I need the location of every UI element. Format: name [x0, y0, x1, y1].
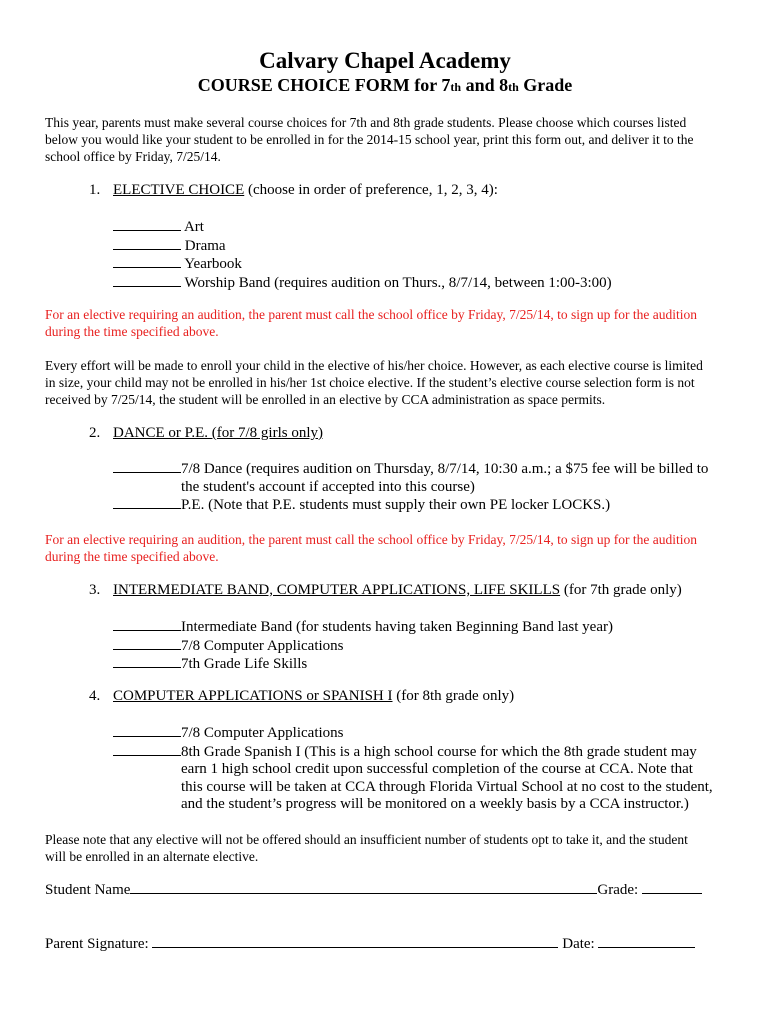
section-3-options	[113, 618, 613, 674]
student-name-label: Student Name	[45, 882, 131, 898]
rank-blank[interactable]	[113, 274, 181, 287]
option-computer-applications-7[interactable]: 7/8 Computer Applications	[113, 637, 613, 656]
date-field[interactable]	[598, 947, 695, 948]
section-3-number: 3.	[89, 582, 101, 598]
section-1-number: 1.	[89, 182, 101, 198]
option-spanish-cont-2: this course will be taken at CCA through Florida Virtual School at no cost to the student,	[181, 778, 713, 795]
option-spanish-cont-1: earn 1 high school credit upon successful completion of the course at CCA. Note that	[181, 761, 693, 778]
grade-field[interactable]	[642, 893, 702, 894]
option-spanish-cont-3: and the student’s progress will be monitored on a weekly basis by a CCA instructor.)	[181, 796, 689, 813]
option-dance[interactable]: 7/8 Dance (requires audition on Thursday, 8/7/14, 10:30 a.m.; a $75 fee will be billed to	[113, 460, 708, 479]
option-computer-applications-8[interactable]: 7/8 Computer Applications	[113, 724, 713, 743]
final-note: Please note that any elective will not be offered should an insufficient number of students opt to take it, and the student will be enrolled in an alternate elective.	[45, 832, 688, 864]
section-4-options	[113, 724, 713, 814]
select-blank[interactable]	[113, 496, 181, 509]
student-name-row	[45, 882, 702, 899]
section-1-heading: ELECTIVE CHOICE (choose in order of preference, 1, 2, 3, 4):	[113, 182, 498, 198]
rank-blank[interactable]	[113, 218, 181, 231]
parent-signature-field[interactable]	[152, 947, 558, 948]
effort-note: Every effort will be made to enroll your child in the elective of his/her choice. However, as each elective course is limited in size, your child may not be enrolled in his/her 1st choice elective. If the student’s elective course selection form is not received by 7/25/14, the student will be enrolled in an elective by CCA administration as space permits.	[45, 358, 703, 407]
grade-label: Grade:	[597, 882, 639, 898]
select-blank[interactable]	[113, 460, 181, 473]
section-1-options	[113, 218, 612, 292]
option-drama[interactable]: Drama	[113, 237, 612, 256]
option-life-skills[interactable]: 7th Grade Life Skills	[113, 655, 613, 674]
audition-note-2: For an elective requiring an audition, the parent must call the school office by Friday, 7/25/14, to sign up for the audition during the time specified above.	[45, 532, 697, 564]
student-name-field[interactable]	[130, 893, 597, 894]
option-worship-band[interactable]: Worship Band (requires audition on Thurs., 8/7/14, between 1:00-3:00)	[113, 274, 612, 293]
select-blank[interactable]	[113, 637, 181, 650]
select-blank[interactable]	[113, 618, 181, 631]
option-pe[interactable]: P.E. (Note that P.E. students must supply their own PE locker LOCKS.)	[113, 496, 708, 515]
option-spanish[interactable]: 8th Grade Spanish I (This is a high school course for which the 8th grade student may	[113, 743, 713, 762]
option-dance-cont: the student's account if accepted into this course)	[181, 478, 475, 495]
form-subtitle: COURSE CHOICE FORM for 7th and 8th Grade	[197, 75, 573, 95]
option-yearbook[interactable]: Yearbook	[113, 255, 612, 274]
section-2-number: 2.	[89, 425, 101, 441]
section-4-heading: COMPUTER APPLICATIONS or SPANISH I (for 8th grade only)	[113, 688, 515, 704]
rank-blank[interactable]	[113, 255, 181, 268]
section-2-options	[113, 460, 708, 515]
audition-note-1: For an elective requiring an audition, the parent must call the school office by Friday, 7/25/14, to sign up for the audition during the time specified above.	[45, 307, 697, 339]
section-4-number: 4.	[89, 688, 101, 704]
section-2-heading: DANCE or P.E. (for 7/8 girls only)	[113, 425, 323, 441]
date-label: Date:	[562, 936, 595, 952]
form-title: Calvary Chapel Academy	[259, 48, 511, 73]
rank-blank[interactable]	[113, 237, 181, 250]
option-art[interactable]: Art	[113, 218, 612, 237]
section-3-heading: INTERMEDIATE BAND, COMPUTER APPLICATIONS, LIFE SKILLS (for 7th grade only)	[113, 582, 682, 598]
select-blank[interactable]	[113, 743, 181, 756]
select-blank[interactable]	[113, 655, 181, 668]
intro-paragraph: This year, parents must make several course choices for 7th and 8th grade students. Please choose which courses listed below you would like your student to be enrolled in for the 2014-15 school year, print this form out, and deliver it to the school office by Friday, 7/25/14.	[45, 115, 694, 164]
parent-signature-row	[45, 936, 695, 953]
option-intermediate-band[interactable]: Intermediate Band (for students having taken Beginning Band last year)	[113, 618, 613, 637]
parent-signature-label: Parent Signature:	[45, 936, 149, 952]
select-blank[interactable]	[113, 724, 181, 737]
